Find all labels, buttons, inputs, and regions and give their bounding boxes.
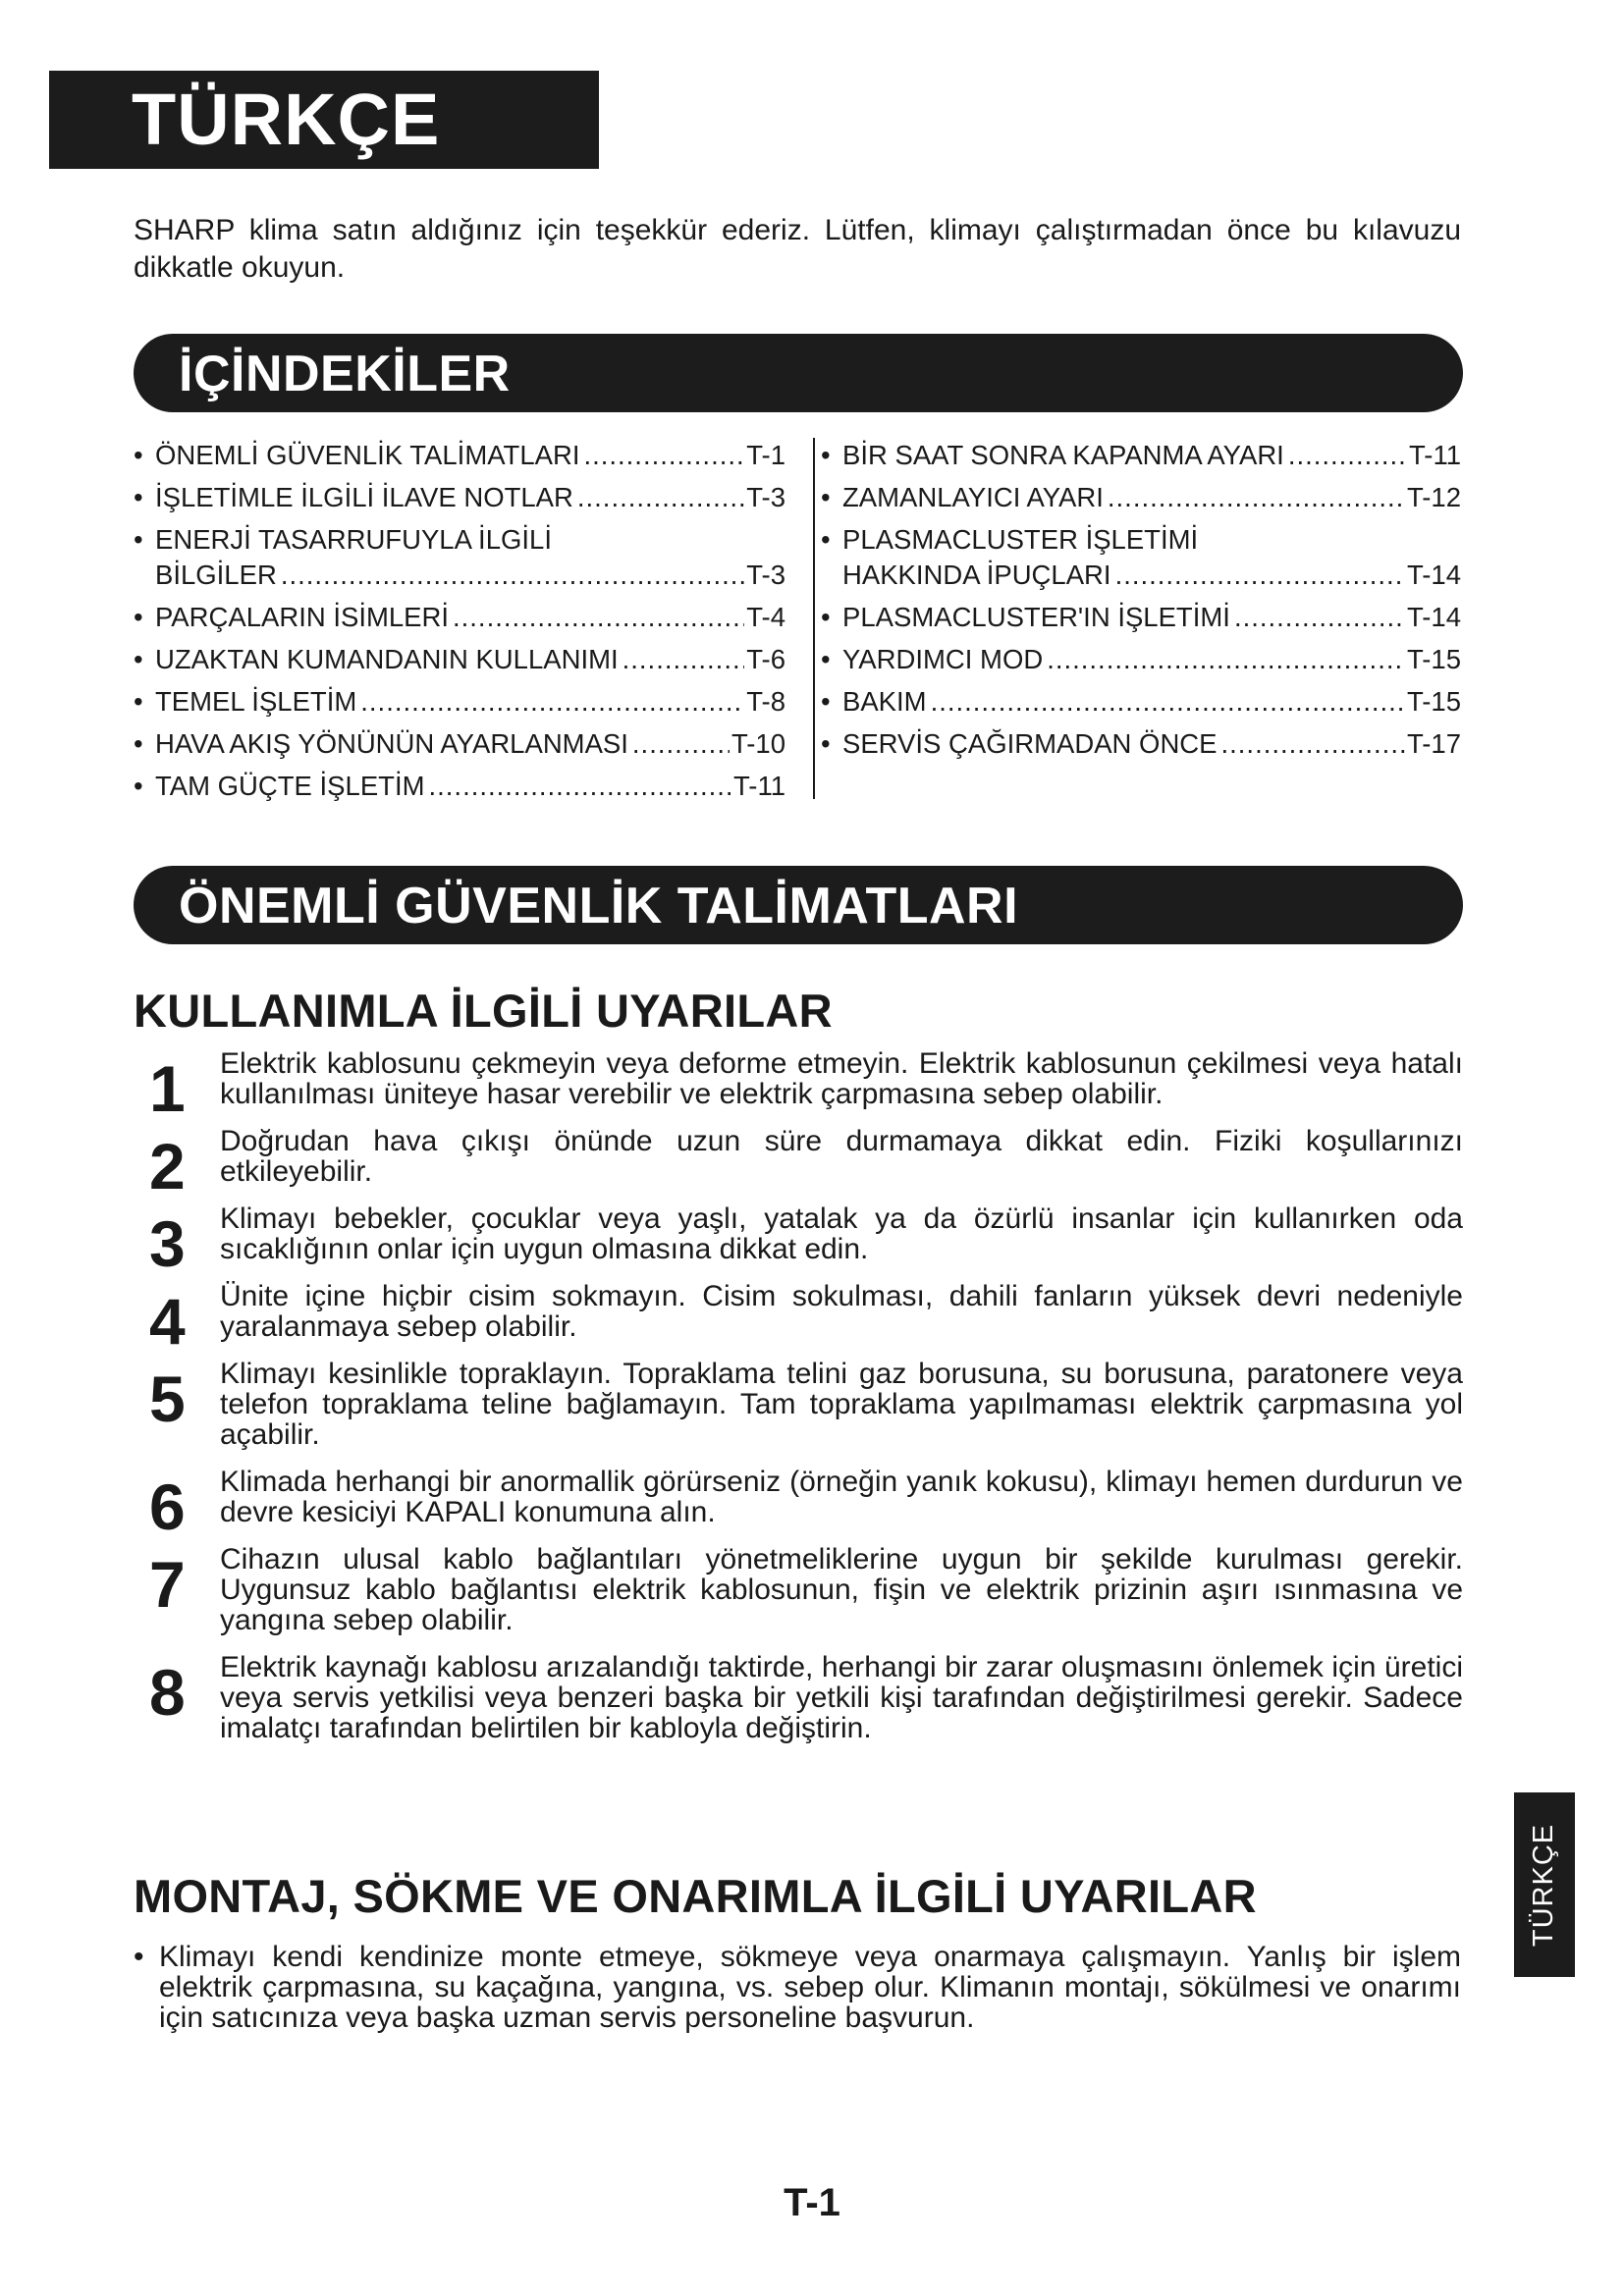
toc-label: HAKKINDA İPUÇLARI xyxy=(842,560,1111,590)
warning-text: Doğrudan hava çıkışı önünde uzun süre durmamaya dikkat edin. Fiziki koşullarınızı etkileyebilir. xyxy=(220,1125,1463,1188)
toc-label: BİLGİLER xyxy=(155,560,277,590)
toc-item[interactable] xyxy=(821,600,1461,635)
safety-title: ÖNEMLİ GÜVENLİK TALİMATLARI xyxy=(134,866,1463,944)
toc-label: • BİR SAAT SONRA KAPANMA AYARI xyxy=(842,440,1284,470)
toc-label-line1: • PLASMACLUSTER İŞLETİMİ xyxy=(842,524,1199,555)
toc-item[interactable] xyxy=(821,438,1461,473)
warning-item xyxy=(134,1047,1463,1125)
toc-label: • SERVİS ÇAĞIRMADAN ÖNCE xyxy=(842,728,1218,759)
warning-text: Klimada herhangi bir anormallik görürseniz (örneğin yanık kokusu), klimayı hemen durdurun ve devre kesiciyi KAPALI konumuna alın. xyxy=(220,1466,1463,1528)
toc-label: • UZAKTAN KUMANDANIN KULLANIMI xyxy=(155,644,619,674)
warning-item xyxy=(134,1359,1463,1450)
toc-item[interactable] xyxy=(134,684,785,720)
toc-item[interactable] xyxy=(821,522,1461,593)
page-number: T-1 xyxy=(784,2181,840,2224)
install-warning-text: • Klimayı kendi kendinize monte etmeye, sökmeye veya onarmaya çalışmayın. Yanlış bir işlem elektrik çarpmasına, su kaçağına, yangına, vs. sebep olur. Klimanın montajı, sökülmesi ve onarımı için satıcınıza veya başka uzman servis personeline başvurun. xyxy=(134,1942,1461,2033)
toc-page: T-6 xyxy=(746,644,785,674)
toc-item[interactable] xyxy=(134,642,785,677)
warning-text: Klimayı kesinlikle topraklayın. Topraklama telini gaz borusuna, su borusuna, paratonere veya telefon topraklama teline bağlamayın. Tam topraklama yapılmaması elektrik çarpmasına yol açabilir. xyxy=(220,1358,1463,1451)
warning-item xyxy=(134,1466,1463,1543)
toc-label: • TEMEL İŞLETİM xyxy=(155,686,357,717)
toc-page: T-15 xyxy=(1406,686,1461,717)
warning-number: 3 xyxy=(149,1207,186,1280)
language-side-tab-label: TÜRKÇE xyxy=(1528,1823,1560,1947)
language-side-tab xyxy=(1514,1792,1575,1977)
toc-page: T-14 xyxy=(1406,602,1461,632)
toc-item[interactable] xyxy=(134,522,785,593)
toc-item[interactable] xyxy=(134,769,785,804)
warning-number: 4 xyxy=(149,1285,186,1358)
warning-item xyxy=(134,1652,1463,1743)
toc-left-column xyxy=(134,438,785,811)
toc-label: • İŞLETİMLE İLGİLİ İLAVE NOTLAR xyxy=(155,482,573,512)
toc-item[interactable] xyxy=(134,600,785,635)
warning-item xyxy=(134,1202,1463,1280)
warning-number: 1 xyxy=(149,1052,186,1125)
toc-item[interactable] xyxy=(821,642,1461,677)
toc-page: T-15 xyxy=(1406,644,1461,674)
warning-item xyxy=(134,1125,1463,1202)
toc-label: • YARDIMCI MOD xyxy=(842,644,1044,674)
toc-page: T-11 xyxy=(1409,440,1461,470)
warning-number: 8 xyxy=(149,1656,186,1729)
toc-page: T-3 xyxy=(746,482,785,512)
toc-item[interactable] xyxy=(821,726,1461,762)
toc-page: T-8 xyxy=(746,686,785,717)
toc-label: • ZAMANLAYICI AYARI xyxy=(842,482,1104,512)
toc-page: T-14 xyxy=(1406,560,1461,590)
toc-page: T-17 xyxy=(1406,728,1461,759)
toc-label: • PARÇALARIN İSİMLERİ xyxy=(155,602,450,632)
warning-item xyxy=(134,1544,1463,1635)
warning-text: Klimayı bebekler, çocuklar veya yaşlı, yatalak ya da özürlü insanlar için kullanırken oda sıcaklığının onlar için uygun olmasına dikkat edin. xyxy=(220,1202,1463,1265)
toc-item[interactable] xyxy=(821,684,1461,720)
toc-label: • PLASMACLUSTER'IN İŞLETİMİ xyxy=(842,602,1230,632)
warning-item xyxy=(134,1280,1463,1358)
toc-item[interactable] xyxy=(821,480,1461,515)
toc-divider xyxy=(813,438,815,799)
toc-label: • HAVA AKIŞ YÖNÜNÜN AYARLANMASI xyxy=(155,728,628,759)
warning-number: 6 xyxy=(149,1470,186,1543)
toc-label: • BAKIM xyxy=(842,686,927,717)
language-header: TÜRKÇE xyxy=(49,71,599,169)
intro-paragraph: SHARP klima satın aldığınız için teşekkür ederiz. Lütfen, klimayı çalıştırmadan önce bu kılavuzu dikkatle okuyun. xyxy=(134,214,1461,284)
contents-title: İÇİNDEKİLER xyxy=(134,334,1463,412)
toc-label: • TAM GÜÇTE İŞLETİM xyxy=(155,771,425,801)
usage-warnings-list xyxy=(134,1048,1463,1760)
install-warnings-heading: MONTAJ, SÖKME VE ONARIMLA İLGİLİ UYARILAR xyxy=(134,1870,1257,1922)
warning-number: 5 xyxy=(149,1362,186,1435)
toc-item[interactable] xyxy=(134,480,785,515)
warning-text: Cihazın ulusal kablo bağlantıları yönetmeliklerine uygun bir şekilde kurulması gerekir. Uygunsuz kablo bağlantısı elektrik kablosunun, fişin ve elektrik prizinin aşırı ısınmasına ve yangına sebep olabilir. xyxy=(220,1543,1463,1636)
warning-text: Elektrik kablosunu çekmeyin veya deforme etmeyin. Elektrik kablosunun çekilmesi veya hatalı kullanılması üniteye hasar verebilir ve elektrik çarpmasına sebep olabilir. xyxy=(220,1047,1463,1110)
toc-item[interactable] xyxy=(134,726,785,762)
warning-text: Elektrik kaynağı kablosu arızalandığı taktirde, herhangi bir zarar oluşmasını önlemek için üretici veya servis yetkilisi veya benzeri başka bir yetkili kişi tarafından değiştirilmesi gerekir. Sadece imalatçı tarafından belirtilen bir kabloyla değiştirin. xyxy=(220,1651,1463,1744)
toc-page: T-4 xyxy=(746,602,785,632)
warning-text: Ünite içine hiçbir cisim sokmayın. Cisim sokulması, dahili fanların yüksek devri nedeniyle yaralanmaya sebep olabilir. xyxy=(220,1280,1463,1343)
usage-warnings-heading: KULLANIMLA İLGİLİ UYARILAR xyxy=(134,985,833,1037)
toc-label: • ÖNEMLİ GÜVENLİK TALİMATLARI xyxy=(155,440,580,470)
toc-item[interactable] xyxy=(134,438,785,473)
toc-page: T-10 xyxy=(731,728,785,759)
toc-page: T-12 xyxy=(1406,482,1461,512)
toc-page: T-3 xyxy=(746,560,785,590)
toc-page: T-11 xyxy=(733,771,785,801)
toc-label-line1: • ENERJİ TASARRUFUYLA İLGİLİ xyxy=(155,524,552,555)
toc-right-column xyxy=(821,438,1461,769)
warning-number: 7 xyxy=(149,1548,186,1621)
warning-number: 2 xyxy=(149,1130,186,1202)
toc-page: T-1 xyxy=(746,440,785,470)
